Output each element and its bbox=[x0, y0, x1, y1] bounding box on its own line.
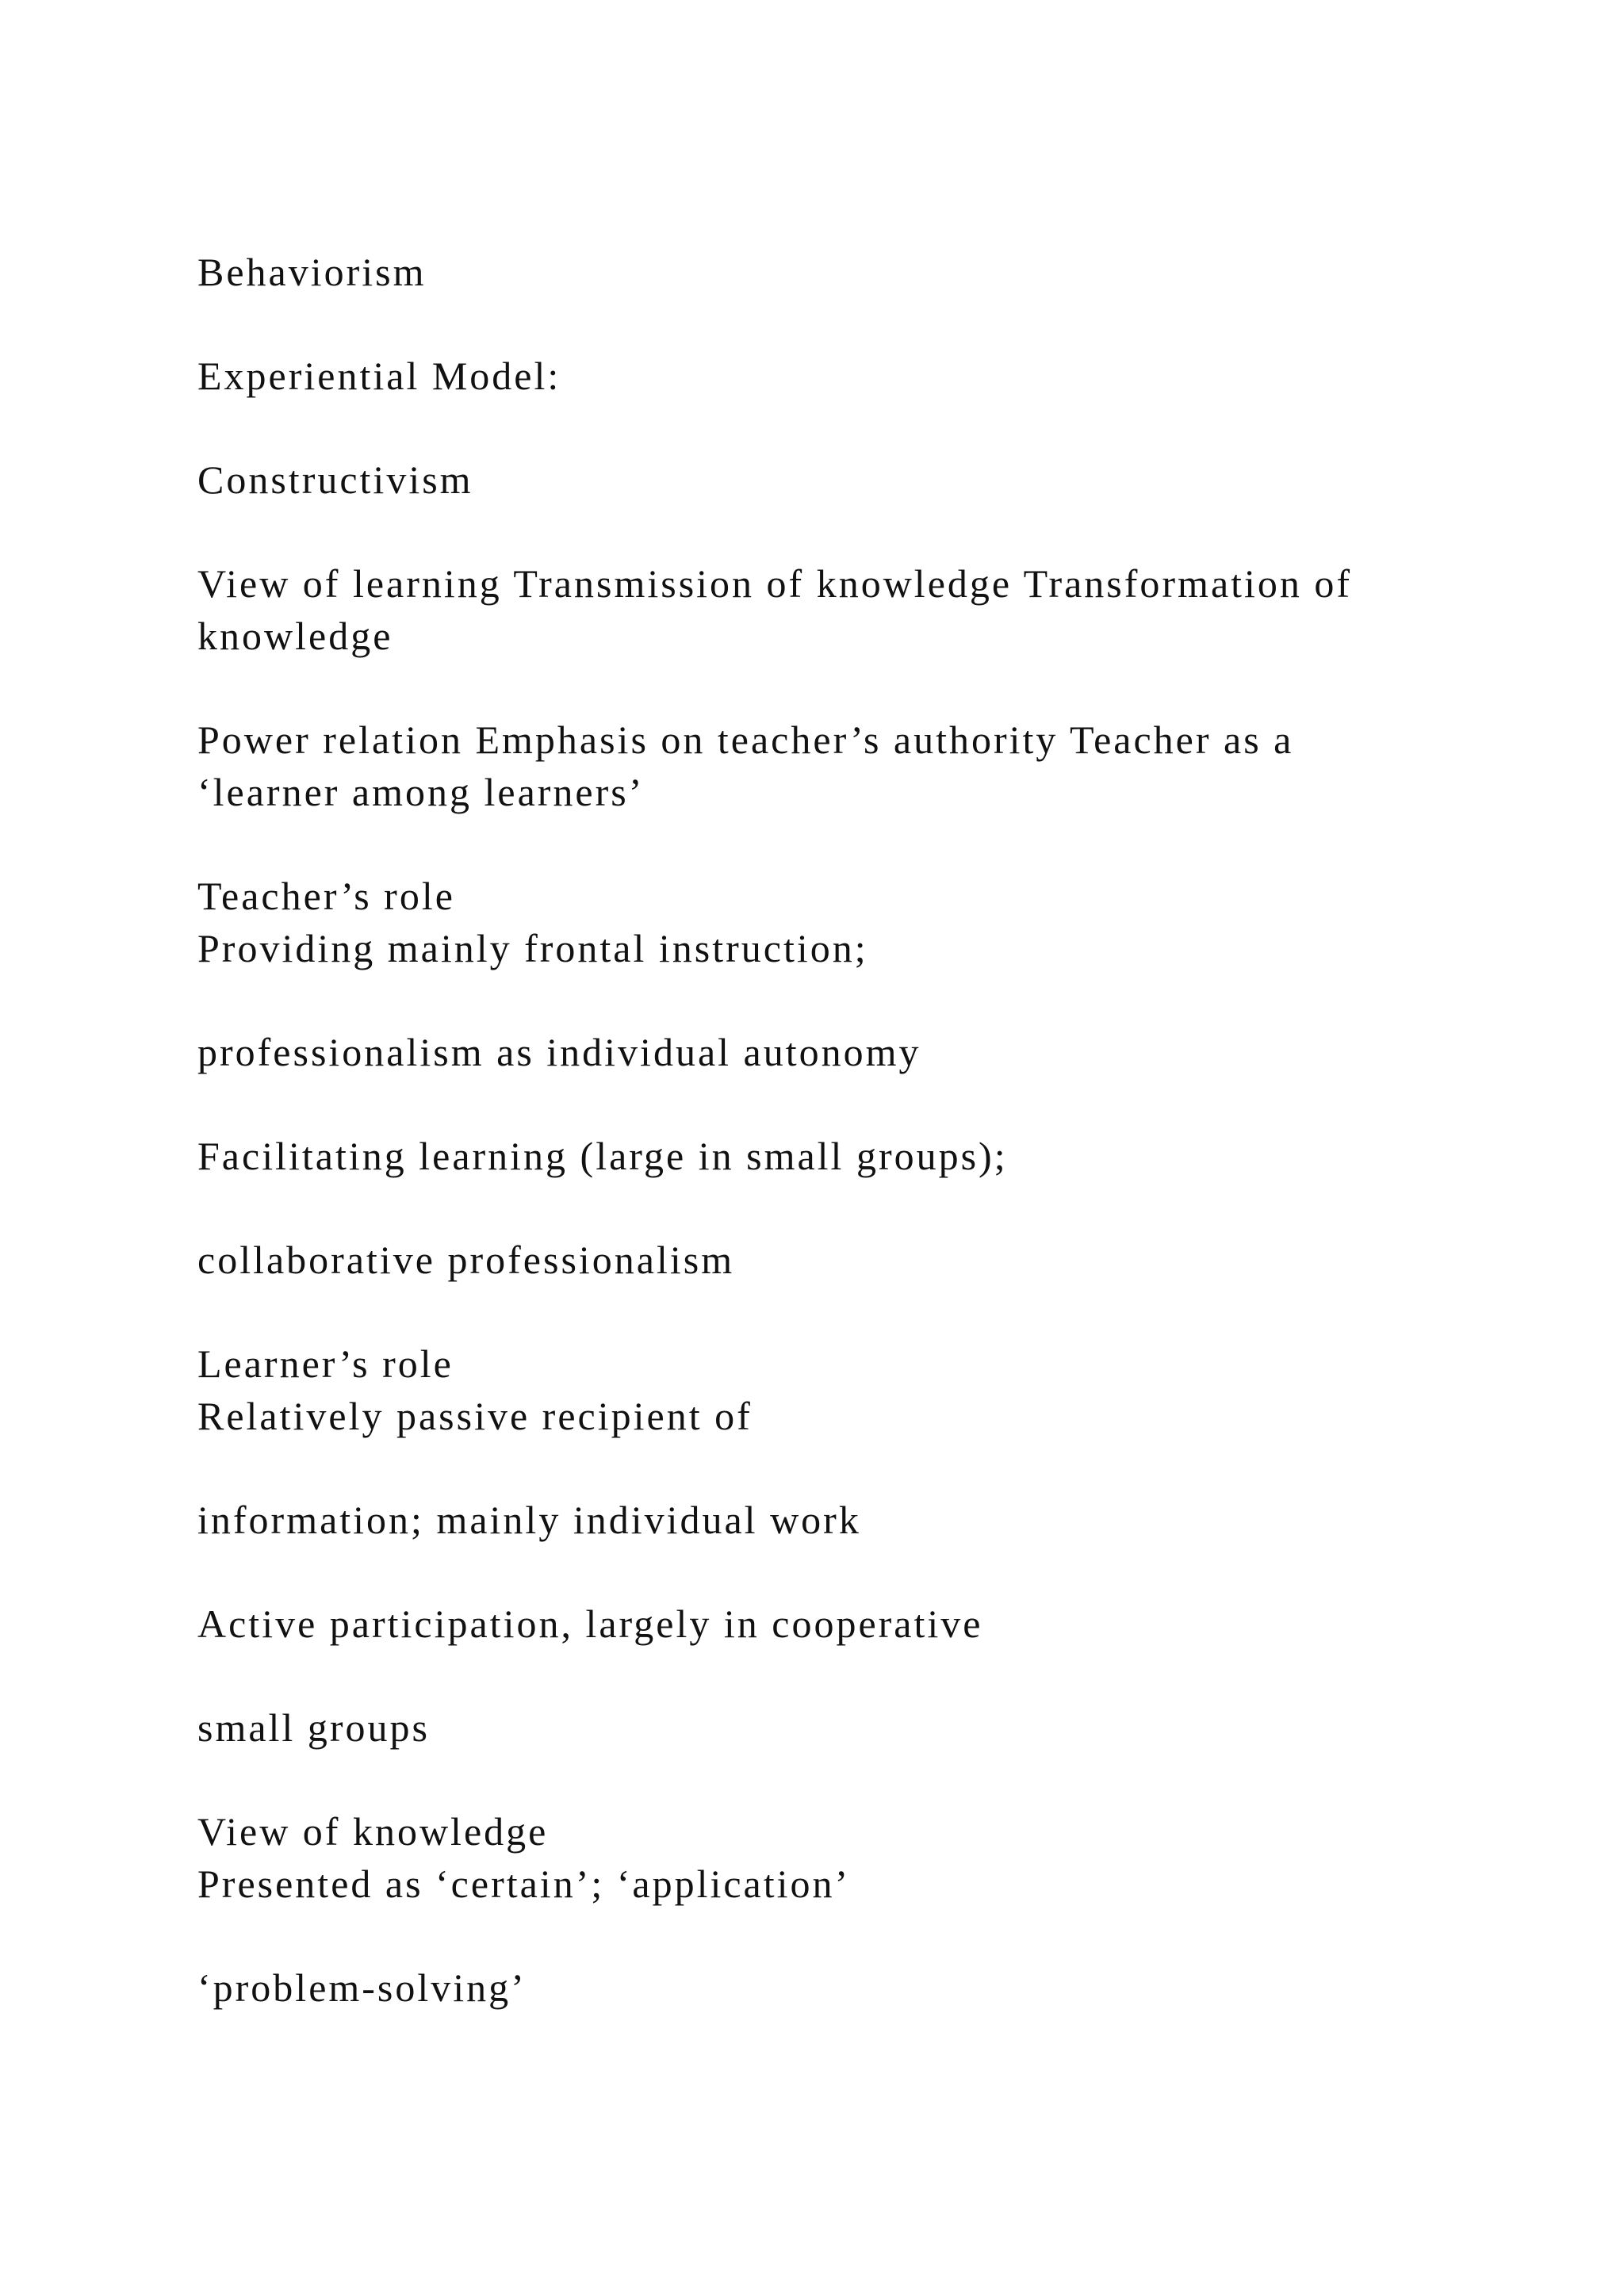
paragraph bbox=[197, 870, 1466, 974]
text-line: Active participation, largely in cooperative bbox=[197, 1601, 983, 1646]
text-line: small groups bbox=[197, 1705, 430, 1750]
document-body bbox=[197, 246, 1466, 2065]
paragraph bbox=[197, 453, 1466, 506]
text-line: Power relation Emphasis on teacher’s authority Teacher as a bbox=[197, 718, 1294, 762]
text-line: Behaviorism bbox=[197, 250, 427, 294]
text-line: ‘problem-solving’ bbox=[197, 1965, 527, 2010]
text-line: professionalism as individual autonomy bbox=[197, 1030, 921, 1074]
text-line: knowledge bbox=[197, 614, 393, 658]
text-line: Providing mainly frontal instruction; bbox=[197, 926, 868, 970]
paragraph bbox=[197, 246, 1466, 298]
paragraph bbox=[197, 350, 1466, 402]
text-line: Learner’s role bbox=[197, 1341, 454, 1386]
text-line: Constructivism bbox=[197, 457, 473, 502]
paragraph bbox=[197, 1234, 1466, 1286]
text-line: information; mainly individual work bbox=[197, 1498, 861, 1542]
text-line: View of knowledge bbox=[197, 1809, 549, 1854]
text-line: Presented as ‘certain’; ‘application’ bbox=[197, 1862, 851, 1906]
text-line: ‘learner among learners’ bbox=[197, 770, 645, 814]
paragraph bbox=[197, 1598, 1466, 1650]
paragraph bbox=[197, 557, 1466, 662]
text-line: collaborative professionalism bbox=[197, 1238, 735, 1282]
text-line: Facilitating learning (large in small groups); bbox=[197, 1134, 1008, 1178]
paragraph bbox=[197, 1805, 1466, 1910]
paragraph bbox=[197, 714, 1466, 818]
paragraph bbox=[197, 1494, 1466, 1546]
paragraph bbox=[197, 1961, 1466, 2014]
text-line: Relatively passive recipient of bbox=[197, 1394, 753, 1438]
paragraph bbox=[197, 1701, 1466, 1754]
text-line: View of learning Transmission of knowledge Transformation of bbox=[197, 561, 1353, 606]
paragraph bbox=[197, 1130, 1466, 1182]
paragraph bbox=[197, 1026, 1466, 1078]
text-line: Teacher’s role bbox=[197, 874, 455, 918]
paragraph bbox=[197, 1337, 1466, 1442]
text-line: Experiential Model: bbox=[197, 354, 561, 398]
